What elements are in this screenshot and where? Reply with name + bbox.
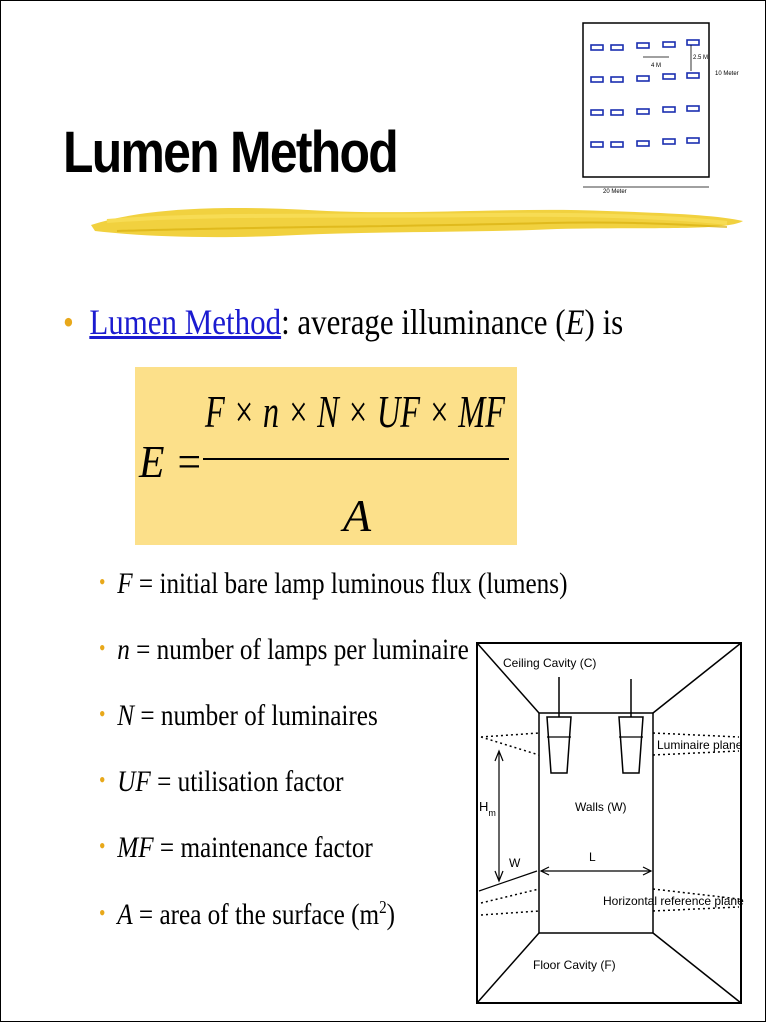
walls-label: Walls (W): [575, 800, 627, 814]
definition-item: • F = initial bare lamp luminous flux (lumens): [99, 567, 568, 600]
intro-bullet: [63, 301, 623, 343]
l-label: L: [589, 850, 596, 864]
reference-plane-label: Horizontal reference plane: [603, 894, 744, 908]
lumen-method-link[interactable]: Lumen Method: [89, 302, 282, 342]
definition-item: • N = number of luminaires: [99, 699, 378, 732]
room-cavity-diagram: [475, 641, 743, 1005]
formula: [135, 367, 517, 545]
formula-box: [135, 367, 517, 545]
plan-dim-20m: 20 Meter: [603, 189, 627, 195]
bullet-dot: •: [63, 302, 74, 342]
hm-label: $H_m$: [479, 799, 496, 818]
definition-item: • n = number of lamps per luminaire: [99, 633, 469, 666]
intro-var-e: E: [565, 302, 585, 342]
plan-dim-25m: 2.5 M: [693, 55, 709, 61]
ceiling-cavity-label: Ceiling Cavity (C): [503, 656, 597, 670]
luminaire-plane-label: Luminaire plane: [657, 738, 743, 752]
formula-denominator: A: [343, 490, 372, 541]
w-label: W: [509, 856, 521, 870]
luminaire-floor-plan: [579, 15, 739, 199]
plan-dim-10m: 10 Meter: [715, 71, 739, 77]
highlighter-stroke: [87, 197, 747, 247]
intro-text: : average illuminance (: [281, 302, 566, 342]
formula-numerator: F × n × N × UF × MF: [204, 386, 506, 437]
slide-title: Lumen Method: [63, 120, 398, 185]
definition-item: • MF = maintenance factor: [99, 831, 373, 864]
intro-tail: ) is: [584, 302, 624, 342]
definition-item: • UF = utilisation factor: [99, 765, 344, 798]
formula-lhs: E =: [138, 436, 203, 487]
floor-cavity-label: Floor Cavity (F): [533, 958, 616, 972]
plan-dim-4m: 4 M: [651, 63, 662, 69]
definition-item: • A = area of the surface $(m^2)$: [99, 897, 396, 931]
